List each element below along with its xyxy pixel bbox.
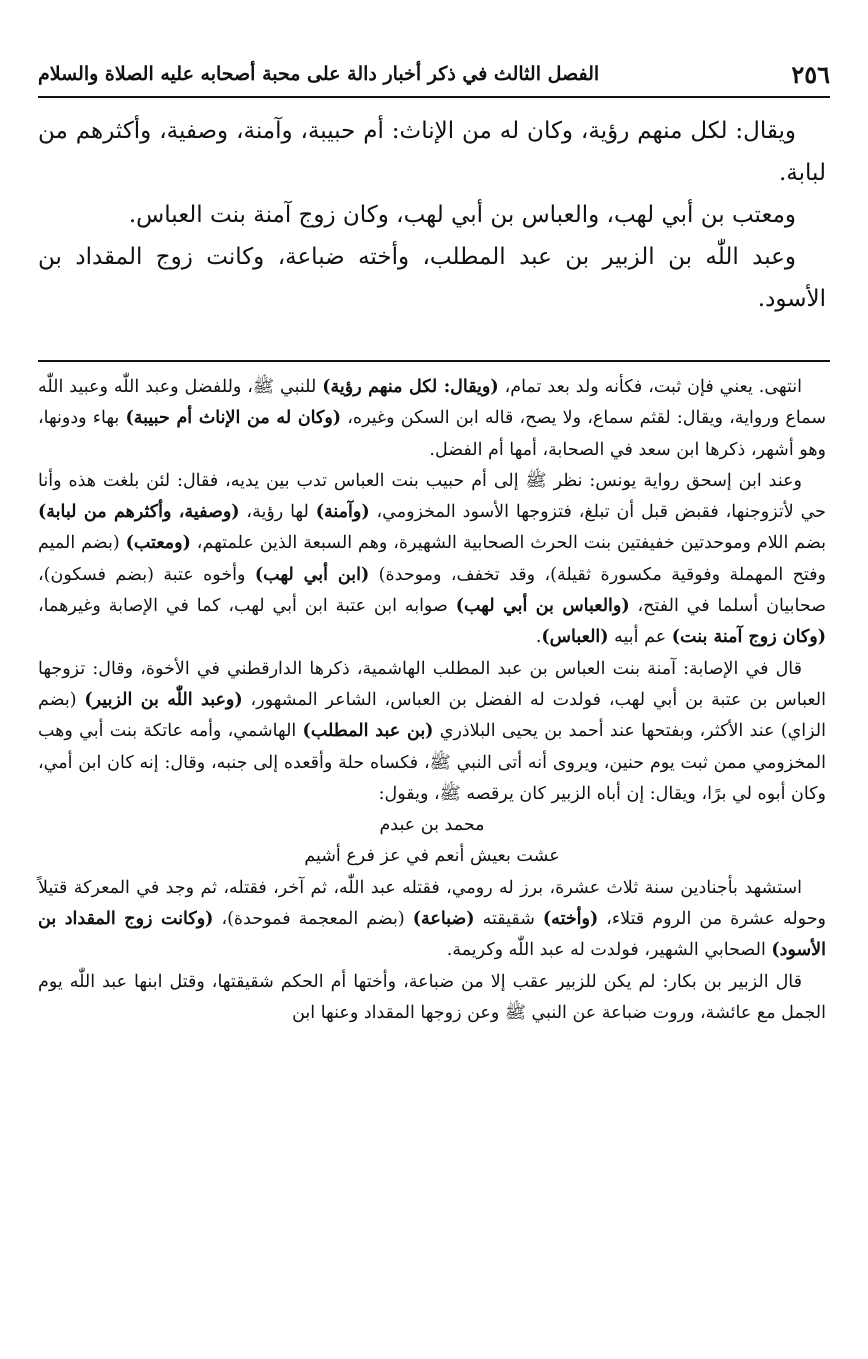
- text-span: (بضم المعجمة فموحدة)،: [213, 909, 413, 930]
- text-span: وعند ابن إسحق رواية يونس: نظر ﷺ إلى أم حبيب بنت العباس تدب بين يديه، فقال: لئن بلغت هذه وأنا حي لأتزوجنها، فقبض قبل أن تبلغ، فتزوجها الأسود المخزومي،: [38, 470, 826, 523]
- page-number: ٢٥٦: [791, 59, 830, 89]
- text-span: وأخوه عتبة (بضم فسكون)، صحابيان أسلما في الفتح،: [38, 564, 826, 617]
- quoted-matn: (والعباس بن أبي لهب): [455, 596, 630, 617]
- text-span: عم أبيه: [608, 627, 672, 648]
- text-span: للنبي ﷺ، وللفضل وعبد اللّٰه وعبيد اللّٰه سماع ورواية، ويقال: لقثم سماع، ولا يصح، قاله ابن السكن وغيره،: [38, 377, 826, 429]
- commentary-paragraph: [38, 466, 826, 654]
- quoted-matn: (وأخته): [542, 909, 599, 930]
- main-paragraph: ويقال: لكل منهم رؤية، وكان له من الإناث: أم حبيبة، وآمنة، وصفية، وأكثرهم من لبابة.: [38, 118, 826, 186]
- text-span: صوابه ابن عتبة ابن أبي لهب، كما في الإصابة وغيرهما،: [38, 596, 456, 617]
- quoted-matn: (ابن أبي لهب): [254, 564, 370, 585]
- text-span: .: [535, 627, 542, 648]
- commentary: [38, 372, 826, 1029]
- main-paragraph: ومعتب بن أبي لهب، والعباس بن أبي لهب، وكان زوج آمنة بنت العباس.: [128, 202, 796, 228]
- quoted-matn: (وكان له من الإناث أم حبيبة): [125, 408, 342, 429]
- text-span: بهاء ودونها، وهو أشهر، ذكرها ابن سعد في الصحابة، أمها أم الفضل.: [38, 408, 826, 460]
- commentary-paragraph: [38, 654, 826, 810]
- header-divider: [38, 96, 830, 98]
- commentary-paragraph: [38, 873, 826, 967]
- quoted-matn: (وكان زوج آمنة بنت): [671, 627, 826, 648]
- quoted-matn: (بن عبد المطلب): [302, 721, 434, 742]
- quoted-matn: (ضباعة): [412, 909, 475, 930]
- text-span: (بضم الميم وفتح المهملة وفوقية مكسورة ثقيلة)، وقد تخفف، وموحدة): [38, 533, 826, 585]
- footnote-divider: [38, 360, 830, 362]
- quoted-matn: (وصفية، وأكثرهم من لبابة): [38, 502, 240, 523]
- quoted-matn: (العباس): [541, 627, 609, 648]
- text-span: قال في الإصابة: آمنة بنت العباس بن عبد المطلب الهاشمية، ذكرها الدارقطني في الأخوة، وقال: تزوجها العباس بن عتبة بن أبي لهب، فولدت له الفضل بن العباس، الشاعر المشهور،: [38, 658, 826, 710]
- quoted-matn: (وعبد اللّٰه بن الزبير): [84, 689, 243, 710]
- page-header: [38, 54, 830, 94]
- main-text: [38, 110, 826, 320]
- text-span: لها رؤية،: [239, 502, 316, 523]
- poem-line: عشت بعيش أنعم في عز فرع أشيم: [304, 846, 560, 867]
- quoted-matn: (وكانت زوج المقداد بن الأسود): [38, 909, 826, 961]
- chapter-title: الفصل الثالث في ذكر أخبار دالة على محبة أصحابه عليه الصلاة والسلام: [38, 63, 600, 85]
- text-span: الهاشمي، وأمه عاتكة بنت أبي وهب المخزومي ممن ثبت يوم حنين، ويروى أنه أتى النبي ﷺ، فكساه حلة وأقعده إلى جنبه، وقال: إنه كان ابن أمي، وكان أبوه لي برًا، ويقال: إن أباه الزبير كان يرقصه ﷺ، ويقول:: [38, 721, 826, 804]
- text-span: (بضم الزاي) عند الأكثر، وبفتحها عند أحمد بن يحيى البلاذري: [38, 689, 826, 742]
- text-span: الصحابي الشهير، فولدت له عبد اللّٰه وكريمة.: [446, 940, 772, 961]
- main-paragraph: وعبد اللّٰه بن الزبير بن عبد المطلب، وأخته ضباعة، وكانت زوج المقداد بن الأسود.: [38, 244, 826, 312]
- quoted-matn: (ويقال: لكل منهم رؤية): [322, 377, 499, 397]
- text-span: شقيقته: [474, 909, 543, 930]
- quoted-matn: (ومعتب): [125, 533, 191, 554]
- text-span: استشهد بأجنادين سنة ثلاث عشرة، برز له رومي، فقتله عبد اللّٰه، ثم آخر، فقتله، ثم وجد في المعركة قتيلاً وحوله عشرة من الروم قتلاء،: [38, 877, 826, 930]
- text-span: انتهى. يعني فإن ثبت، فكأنه ولد بعد تمام،: [498, 377, 802, 397]
- text-span: بضم اللام وموحدتين خفيفتين بنت الحرث الصحابية الشهيرة، وهم السبعة الذين علمتهم،: [190, 533, 826, 554]
- commentary-paragraph: [38, 372, 826, 466]
- commentary-paragraph: قال الزبير بن بكار: لم يكن للزبير عقب إلا من ضباعة، وأختها أم الحكم شقيقتها، وقتل ابنها عبد اللّٰه يوم الجمل مع عائشة، وروت ضباعة عن النبي ﷺ وعن زوجها المقداد وعنها ابن: [38, 971, 826, 1023]
- poem-line: محمد بن عبدم: [379, 815, 485, 836]
- quoted-matn: (وآمنة): [315, 502, 370, 523]
